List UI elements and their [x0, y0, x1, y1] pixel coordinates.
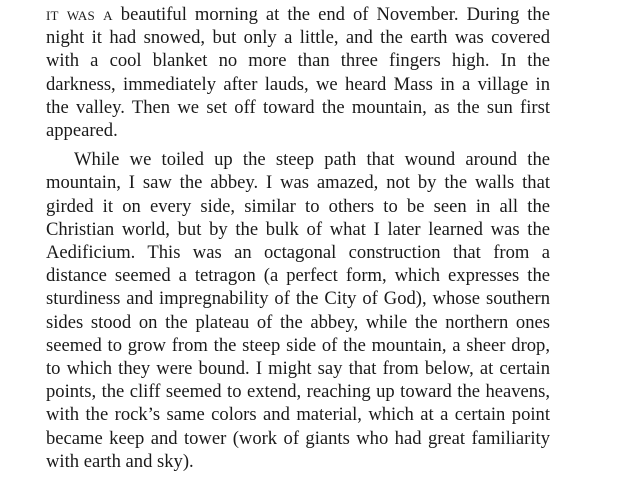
- paragraph-1: [46, 3, 550, 142]
- paragraph-2: [46, 148, 550, 473]
- paragraph-lead-smallcaps: it was a: [46, 4, 113, 25]
- paragraph-1-text: beautiful morning at the end of November. During the night it had snowed, but only a little, and the earth was covered with a cool blanket no more than three fingers high. In the darkness, immediately after lauds, we heard Mass in a village in the valley. Then we set off toward the mountain, as the sun first appeared.: [46, 4, 550, 142]
- paragraph-2-text: While we toiled up the steep path that wound around the mountain, I saw the abbey. I was amazed, not by the walls that girded it on every side, similar to others to be seen in all the Christian world, but by the bulk of what I later learned was the Aedificium. This was an octagonal construction that from a distance seemed a tetragon (a perfect form, which expresses the sturdiness and impregnability of the City of God), whose southern sides stood on the plateau of the abbey, while the northern ones seemed to grow from the steep side of the mountain, a sheer drop, to which they were bound. I might say that from below, at certain points, the cliff seemed to extend, reaching up toward the heavens, with the rock’s same colors and material, which at a certain point became keep and tower (work of giants who had great familiarity with earth and sky).: [46, 149, 550, 472]
- document-page: [46, 3, 550, 473]
